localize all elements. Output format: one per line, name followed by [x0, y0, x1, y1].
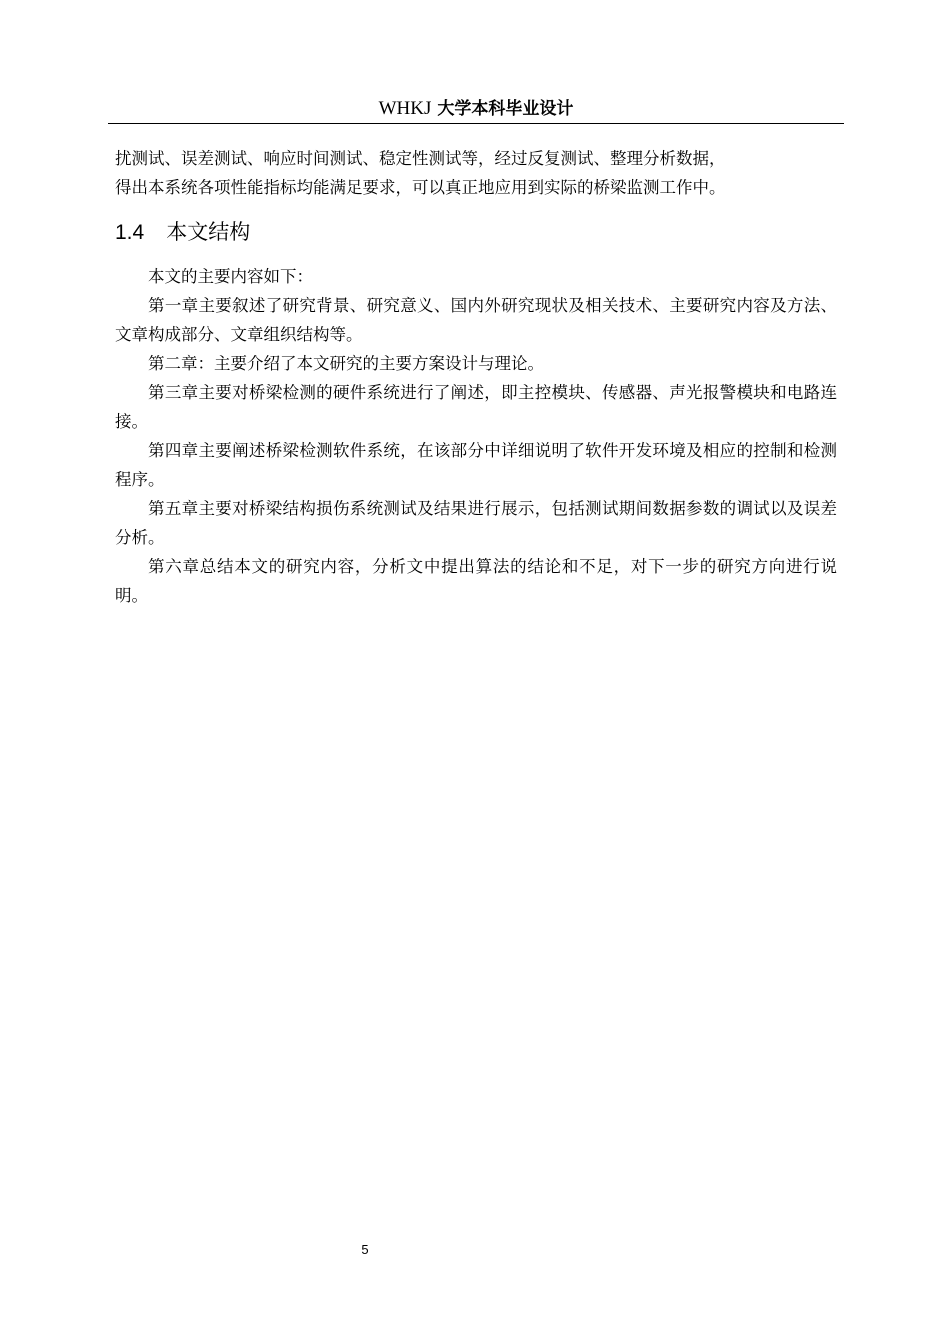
intro-line-2: 得出本系统各项性能指标均能满足要求，可以真正地应用到实际的桥梁监测工作中。 — [115, 178, 726, 197]
section-heading — [115, 216, 250, 249]
section-title: 本文结构 — [166, 220, 251, 244]
page-number: 5 — [361, 1242, 369, 1257]
header-rule — [108, 123, 844, 124]
header-title: 大学本科毕业设计 — [437, 99, 574, 119]
header-latin: WHKJ — [378, 98, 432, 119]
paragraph-intro: 本文的主要内容如下： — [148, 267, 313, 286]
paragraph-chapter-3: 第三章主要对桥梁检测的硬件系统进行了阐述，即主控模块、传感器、声光报警模块和电路连接。 — [115, 383, 837, 431]
paragraph-chapter-4: 第四章主要阐述桥梁检测软件系统，在该部分中详细说明了软件开发环境及相应的控制和检测程序。 — [115, 441, 837, 489]
section-body — [115, 262, 837, 610]
paragraph-chapter-5: 第五章主要对桥梁结构损伤系统测试及结果进行展示，包括测试期间数据参数的调试以及误差分析。 — [115, 499, 837, 547]
page-header — [108, 94, 844, 122]
intro-paragraph — [115, 144, 837, 202]
section-number: 1.4 — [115, 221, 145, 244]
paragraph-chapter-6: 第六章总结本文的研究内容，分析文中提出算法的结论和不足，对下一步的研究方向进行说明。 — [115, 557, 837, 605]
paragraph-chapter-2: 第二章：主要介绍了本文研究的主要方案设计与理论。 — [148, 354, 544, 373]
intro-line-1: 扰测试、误差测试、响应时间测试、稳定性测试等，经过反复测试、整理分析数据， — [115, 149, 726, 168]
paragraph-chapter-1: 第一章主要叙述了研究背景、研究意义、国内外研究现状及相关技术、主要研究内容及方法、文章构成部分、文章组织结构等。 — [115, 296, 837, 344]
